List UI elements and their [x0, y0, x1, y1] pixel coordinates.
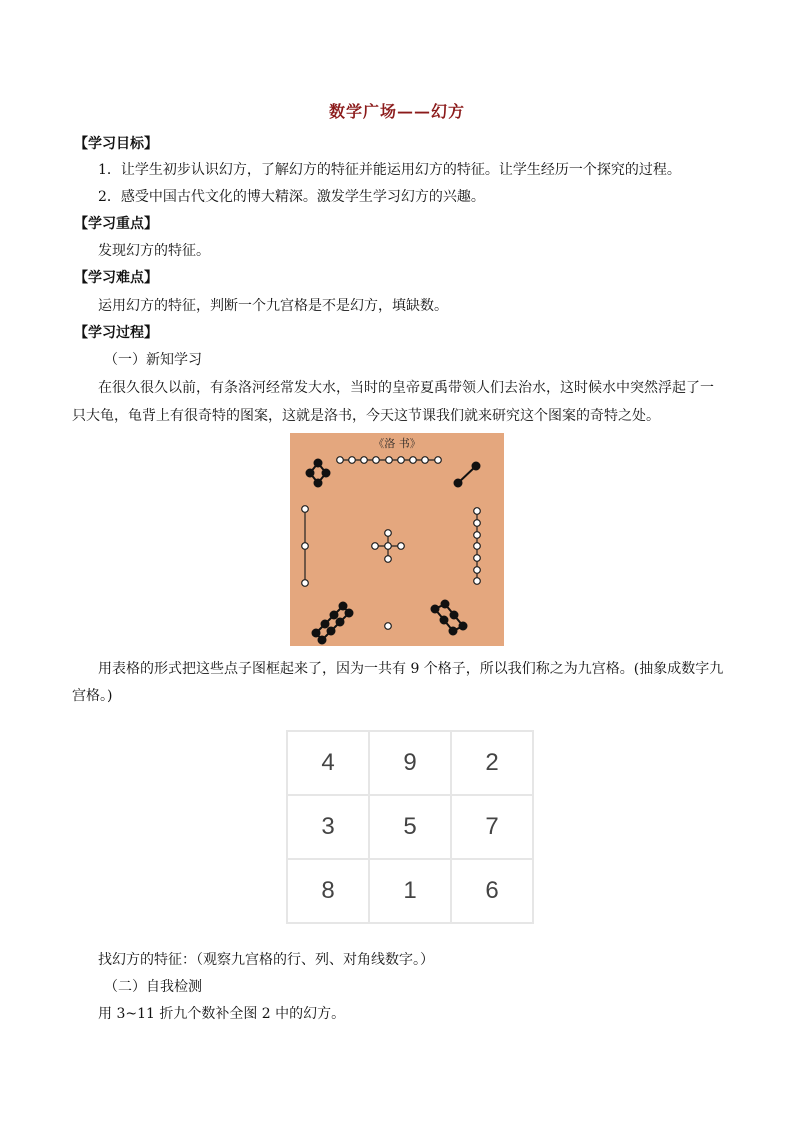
luoshu-image	[290, 433, 504, 646]
top-left-four-dots	[307, 460, 330, 487]
luoshu-caption: 《洛 书》	[373, 437, 421, 450]
right-seven-dots	[474, 508, 481, 585]
bottom-right-six-dots	[432, 601, 467, 635]
grid-cell: 8	[287, 859, 369, 923]
grid-cell: 5	[369, 795, 451, 859]
bottom-left-eight-dots	[313, 603, 353, 644]
key-points-heading: 【学习重点】	[74, 216, 158, 232]
feature-question: 找幻方的特征：（观察九宫格的行、列、对角线数字。）	[98, 952, 434, 968]
center-five-dots	[372, 530, 405, 563]
grid-row	[287, 731, 533, 795]
magic-square-grid	[286, 730, 534, 924]
difficulties-heading: 【学习难点】	[74, 270, 158, 286]
grid-row	[287, 859, 533, 923]
exercise-text: 用 3~11 折九个数补全图 2 中的幻方。	[98, 1006, 346, 1022]
grid-cell: 1	[369, 859, 451, 923]
top-nine-dots	[337, 457, 442, 464]
key-points-text: 发现幻方的特征。	[98, 243, 210, 259]
top-right-two-dots	[455, 463, 480, 487]
story-paragraph-line-2: 只大龟，龟背上有很奇特的图案，这就是洛书，今天这节课我们就来研究这个图案的奇特之处。	[72, 408, 660, 424]
grid-cell: 9	[369, 731, 451, 795]
bottom-one-dot	[385, 623, 392, 630]
page-title: 数学广场——幻方	[328, 102, 465, 121]
grid-intro-line-1: 用表格的形式把这些点子图框起来了，因为一共有 9 个格子，所以我们称之为九宫格。(抽象成数字九	[98, 661, 724, 677]
difficulties-text: 运用幻方的特征，判断一个九宫格是不是幻方，填缺数。	[98, 298, 448, 314]
grid-cell: 3	[287, 795, 369, 859]
left-three-dots	[302, 506, 309, 587]
objective-item-2: 2．感受中国古代文化的博大精深。激发学生学习幻方的兴趣。	[98, 189, 485, 205]
grid-row	[287, 795, 533, 859]
story-paragraph-line-1: 在很久很久以前，有条洛河经常发大水，当时的皇帝夏禹带领人们去治水，这时候水中突然浮起了一	[98, 380, 714, 396]
grid-cell: 4	[287, 731, 369, 795]
grid-intro-line-2: 宫格。)	[72, 688, 113, 704]
grid-cell: 7	[451, 795, 533, 859]
process-heading: 【学习过程】	[74, 325, 158, 341]
section-new-knowledge: （一）新知学习	[104, 352, 202, 368]
grid-cell: 6	[451, 859, 533, 923]
section-self-check: （二）自我检测	[104, 979, 202, 995]
grid-cell: 2	[451, 731, 533, 795]
objectives-heading: 【学习目标】	[74, 136, 158, 152]
objective-item-1: 1．让学生初步认识幻方，了解幻方的特征并能运用幻方的特征。让学生经历一个探究的过程。	[98, 162, 681, 178]
